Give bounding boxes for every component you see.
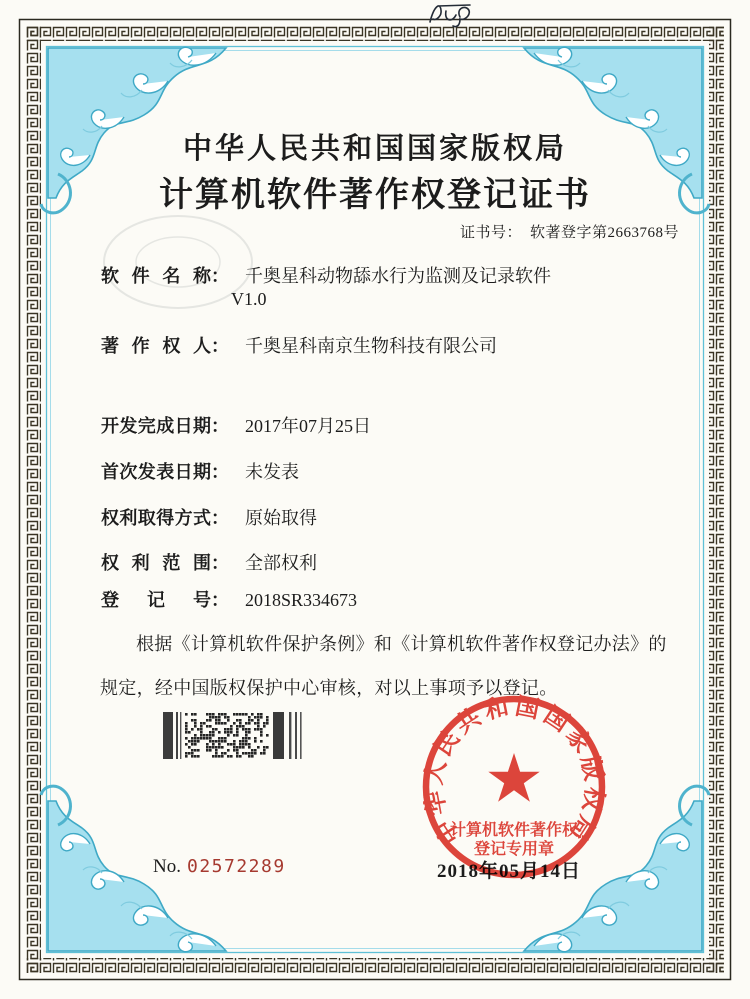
colon: ：: [211, 336, 229, 356]
field-value: 2017年07月25日: [245, 416, 371, 436]
field-first-publish-date: [101, 458, 299, 484]
serial-value: 02572289: [186, 856, 286, 877]
certificate-number-value: 软著登字第2663768号: [530, 225, 680, 241]
field-label: 著作权人: [101, 336, 211, 356]
field-label: 权利取得方式: [101, 508, 211, 528]
field-software-name: [101, 262, 551, 288]
field-rights-acquisition: [101, 504, 317, 530]
field-value: 千奥星科南京生物科技有限公司: [245, 336, 497, 356]
barcode: [163, 712, 313, 759]
colon: ：: [211, 590, 229, 610]
field-dev-complete-date: [101, 412, 371, 438]
colon: ：: [211, 416, 229, 436]
colon: ：: [211, 508, 229, 528]
serial-number-line: [153, 856, 286, 878]
serial-label: No.: [153, 856, 181, 877]
colon: ：: [211, 462, 229, 482]
field-label: 开发完成日期: [101, 416, 211, 436]
field-label: 软件名称: [101, 266, 211, 286]
seal-ring-text: 中华人民共和国国家版权局: [420, 693, 608, 849]
field-value: 未发表: [245, 462, 299, 482]
issuer-title: 中华人民共和国国家版权局: [182, 133, 567, 165]
field-value: 全部权利: [245, 553, 317, 573]
colon: ：: [211, 553, 229, 573]
certificate-title: 计算机软件著作权登记证书: [159, 177, 591, 214]
issue-date: 2018年05月14日: [437, 861, 582, 882]
official-seal: [419, 692, 609, 882]
statement-line-2: 规定，经中国版权保护中心审核，对以上事项予以登记。: [100, 678, 558, 698]
colon: ：: [211, 266, 229, 286]
seal-inner-text-1: 计算机软件著作权: [449, 822, 579, 839]
field-copyright-owner: [101, 332, 497, 358]
field-label: 首次发表日期: [101, 462, 211, 482]
certificate-number-label: 证书号：: [460, 225, 523, 241]
software-version: V1.0: [231, 289, 267, 309]
field-value: 原始取得: [245, 508, 317, 528]
pen-mark: [430, 5, 470, 27]
field-label: 登记号: [101, 590, 211, 610]
statement-line-1: 根据《计算机软件保护条例》和《计算机软件著作权登记办法》的: [136, 634, 667, 654]
seal-star-icon: [488, 753, 539, 802]
field-label: 权利范围: [101, 553, 211, 573]
field-value: 千奥星科动物舔水行为监测及记录软件: [245, 266, 551, 286]
field-value: 2018SR334673: [245, 590, 358, 610]
certificate-number-line: [460, 221, 679, 242]
field-rights-scope: [101, 549, 317, 575]
field-registration-number: [101, 586, 357, 612]
seal-inner-text-2: 登记专用章: [473, 841, 555, 858]
